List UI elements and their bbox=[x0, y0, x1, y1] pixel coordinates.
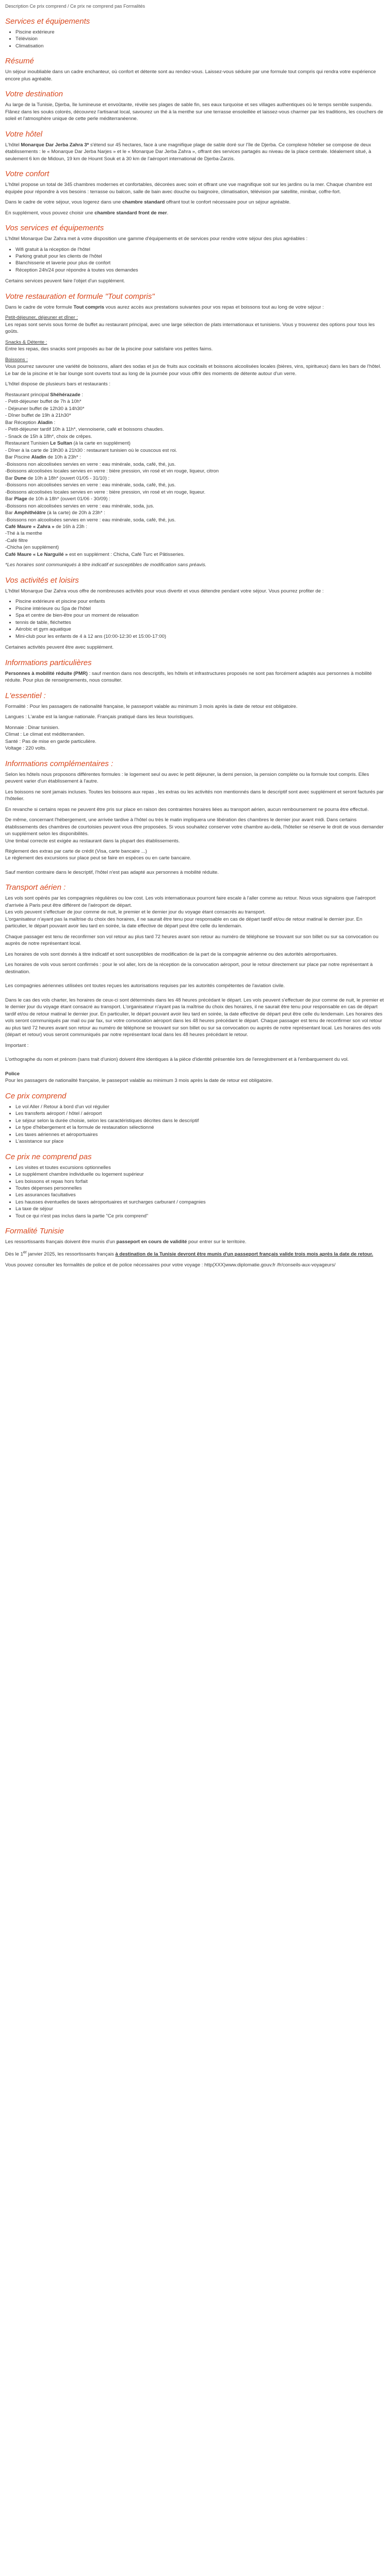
restauration-footnote: *Les horaires sont communiqués à titre indicatif et susceptibles de modification sans préavis. bbox=[5, 562, 207, 568]
venue-name: Dune bbox=[14, 475, 27, 481]
destination-text: Au large de la Tunisie, Djerba, île lumineuse et envoûtante, révèle ses plages de sable fin, ses eaux turquoise et ses villages authentiques où le temps semble suspendu. Flânez dans les souks colorés, découvrez l'artisanat local, savourez un thé à la menthe sur une terrasse ensoleillée et laissez-vous charmer par les traditions, les couchers de soleil et l'atmosphère unique de cette perle méditerranéenne. bbox=[5, 102, 383, 122]
text-run: Restaurant principal bbox=[5, 392, 51, 398]
transport-para: Les horaires de vols sont donnés à titre indicatif et sont susceptibles de modification de la part de la compagnie aérienne ou des autorités aéroportuaires. bbox=[5, 951, 338, 957]
infos-comp-para: Règlement des extras par carte de crédit (Visa, carte bancaire ...) Le règlement des excursions sur place peut se faire en espèces ou en carte bancaire. bbox=[5, 849, 191, 861]
venue-name: Café Maure « Zahra » bbox=[5, 523, 55, 530]
ne-comprend-list bbox=[5, 1164, 386, 1220]
comprend-title: Ce prix comprend bbox=[5, 1091, 67, 1100]
list-item: • Les taxes aériennes et aéroportuaires bbox=[15, 1131, 386, 1138]
snacks-title: Snacks & Détente : bbox=[5, 339, 47, 345]
essentiel-lines bbox=[5, 714, 386, 752]
text-run: Les ressortissants français doivent être munis d'un bbox=[5, 1239, 117, 1245]
list-item: • Tout ce qui n'est pas inclus dans la partie "Ce prix comprend" bbox=[15, 1213, 386, 1219]
venue-line: - Dîner à la carte de 19h30 à 21h30 : restaurant tunisien où le couscous est roi. bbox=[5, 447, 177, 453]
spacer bbox=[5, 993, 386, 997]
text-run: de 10h à 23h* : bbox=[46, 454, 81, 461]
venue-name: Café Maure « Le Narguilé » bbox=[5, 551, 68, 557]
text-run: Dès le 1 bbox=[5, 1251, 23, 1258]
spacer bbox=[5, 721, 386, 724]
text-run: En supplément, vous pouvez choisir une bbox=[5, 210, 95, 216]
boissons-text: Vous pourrez savourer une variété de boissons, allant des sodas et jus de fruits aux cocktails et boissons alcoolisées locales (bières, vins, spiritueux) dans les bars de l'hôtel. Le bar de la piscine et le bar lounge sont ouverts tout au long de la journée pour vous offrir des moments de détente autour d'un verre. bbox=[5, 364, 381, 377]
list-item: • Toutes dépenses personnelles bbox=[15, 1185, 386, 1192]
confort-title: Votre confort bbox=[5, 170, 50, 179]
list-item: • Les boissons et repas hors forfait bbox=[15, 1178, 386, 1185]
list-item: • Le supplément chambre individuelle ou logement supérieur bbox=[15, 1171, 386, 1178]
list-item: • Aérobic et gym aquatique bbox=[15, 626, 386, 633]
text-run: Bar Piscine bbox=[5, 454, 31, 461]
text-run: Restaurant Tunisien bbox=[5, 440, 51, 447]
venue-line: -Boissons non alcoolisées servies en verre : eau minérale, soda, café, thé, jus. bbox=[5, 517, 176, 523]
list-item: • Spa et centre de bien-être pour un moment de relaxation bbox=[15, 612, 386, 619]
transport-para: Chaque passager est tenu de reconfirmer son vol retour au plus tard 72 heures avant son retour au numéro de téléphone se trouvant sur son billet ou sur sa convocation ou auprès de notre représentant local. bbox=[5, 934, 379, 947]
boissons-title: Boissons : bbox=[5, 357, 28, 363]
list-item: • Les transferts aéroport / hôtel / aéroport bbox=[15, 1110, 386, 1117]
venue-line: -Café filtre bbox=[5, 537, 28, 544]
breadcrumb: Description Ce prix comprend / Ce prix ne comprend pas Formalités bbox=[5, 4, 145, 9]
spacer bbox=[5, 866, 386, 869]
text-run: offrant tout le confort nécessaire pour un séjour agréable. bbox=[165, 199, 291, 206]
venue-name: Aladin bbox=[31, 454, 46, 461]
venue-label bbox=[5, 454, 386, 461]
snacks-text: Entre les repas, des snacks sont proposés au bar de la piscine pour satisfaire vos petites faims. bbox=[5, 346, 213, 352]
list-item: • Le vol Aller / Retour à bord d'un vol régulier bbox=[15, 1104, 386, 1110]
list-item: • Piscine extérieure et piscine pour enfants bbox=[15, 598, 386, 605]
venue-name: Amphithéâtre bbox=[14, 510, 46, 516]
transport-after: L'orthographe du nom et prénom (sans trait d'union) doivent être identiques à la pièce d'identité présentée lors de l'enregistrement et à l'embarquement du vol. bbox=[5, 1057, 349, 1063]
list-item: • Les hausses éventuelles de taxes aéroportuaires et surcharges carburant / compagnies bbox=[15, 1199, 386, 1206]
passport-rule: à destination de la Tunisie devront être munis d'un passeport français valide trois mois après la date de retour. bbox=[115, 1251, 373, 1258]
page bbox=[0, 0, 391, 1277]
list-item: • Wifi gratuit à la réception de l'hôtel bbox=[15, 246, 386, 253]
transport-title: Transport aérien : bbox=[5, 883, 66, 892]
venue-label bbox=[5, 510, 386, 516]
infos-comp-para: Sauf mention contraire dans le descriptif, l'hôtel n'est pas adapté aux personnes à mobilité réduite. bbox=[5, 869, 219, 875]
restauration-title: Votre restauration et formule "Tout compris" bbox=[5, 292, 155, 301]
venue-label bbox=[5, 496, 386, 502]
venue-label bbox=[5, 392, 386, 398]
venue-line: -Thé à la menthe bbox=[5, 531, 42, 537]
essentiel-title: L'essentiel : bbox=[5, 691, 46, 700]
text-run: : sauf mention dans nos descriptifs, les hôtels et infrastructures proposés ne sont pas forcément adaptés aux personnes à mobilité réduite. Pour plus de renseignements, nous consulter. bbox=[5, 670, 372, 684]
text-run: Bar bbox=[5, 496, 14, 502]
hotel-title: Votre hôtel bbox=[5, 129, 42, 139]
venue-line: - Snack de 15h à 18h*, choix de crêpes. bbox=[5, 433, 92, 439]
transport-para: Les vols sont opérés par les compagnies régulières ou low cost. Les vols internationaux pourront faire escale à l'aller comme au retour. Nous vous signalons que l'aéroport d'arrivée à Paris peut être différent de l'aéroport de départ. Les vols peuvent s'effectuer de jour comme de nuit, le premier et le dernier jour du voyage étant consacrés au transport. L'organisateur n'ayant pas la maîtrise du choix des horaires, il ne saurait être tenu pour responsable en cas de départ tardif et/ou de retour matinal le dernier jour. En particulier, le départ pouvant avoir lieu tard en soirée, la date effective de départ peut être celle du lendemain. bbox=[5, 895, 376, 929]
text-run: pour entrer sur le territoire. bbox=[187, 1239, 247, 1245]
police-text: Pour les passagers de nationalité française, le passeport valable au minimum 3 mois après la date de retour est obligatoire. bbox=[5, 1078, 273, 1084]
list-item: • Le type d'hébergement et la formule de restauration sélectionné bbox=[15, 1124, 386, 1131]
resume-text: Un séjour inoubliable dans un cadre enchanteur, où confort et détente sont au rendez-vous. Laissez-vous séduire par une formule tout compris qui rendra votre expérience encore plus agréable. bbox=[5, 69, 376, 82]
text-run: (à la carte en supplément) bbox=[72, 440, 131, 447]
essentiel-line: Voltage : 220 volts. bbox=[5, 745, 47, 752]
services-title: Services et équipements bbox=[5, 16, 90, 26]
petit-dej-block bbox=[5, 314, 386, 335]
list-item: • Blanchisserie et laverie pour plus de confort bbox=[15, 260, 386, 266]
destination-title: Votre destination bbox=[5, 90, 63, 99]
venue-line: -Chicha (en supplément) bbox=[5, 545, 59, 551]
comprend-list bbox=[5, 1104, 386, 1145]
room-type-upgrade: chambre standard front de mer bbox=[94, 210, 167, 216]
list-item: • Les visites et toutes excursions optionnelles bbox=[15, 1164, 386, 1171]
text-run: : bbox=[80, 392, 84, 398]
snacks-block bbox=[5, 339, 386, 353]
list-item: • Télévision bbox=[15, 36, 386, 42]
text-run: Bar bbox=[5, 475, 14, 481]
confort-text-3 bbox=[5, 210, 386, 216]
activites-list bbox=[5, 598, 386, 640]
petit-dej-text: Les repas sont servis sous forme de buffet au restaurant principal, avec une large sélection de plats internationaux et tunisiens. Vous y trouverez des options pour tous les goûts. bbox=[5, 321, 375, 335]
activites-intro: L'hôtel Monarque Dar Zahra vous offre de nombreuses activités pour vous divertir et vous détendre pendant votre séjour. Vous pourrez profiter de : bbox=[5, 588, 324, 594]
infos-comp-para: De même, concernant l'hébergement, une arrivée tardive à l'hôtel ou très le matin impliquera une libération des chambres le dernier jour avant midi. Dans certains établissements des chambres de courtoisies peuvent vous être proposées. Si vous souhaitez conserver votre chambre au-delà, l'hôtelier se réserve le droit de vous demander un supplément selon les disponibilités. Une timbal correcte est exigée au restaurant dans la plupart des établissements. bbox=[5, 817, 384, 844]
venue-list bbox=[5, 392, 386, 558]
text-run: Dans le cadre de votre formule bbox=[5, 304, 74, 310]
restauration-intro bbox=[5, 304, 386, 311]
resume-title: Résumé bbox=[5, 57, 34, 66]
list-item: • La taxe de séjour bbox=[15, 1206, 386, 1212]
hotel-name: Monarque Dar Jerba Zahra 3* bbox=[21, 142, 89, 148]
vos-services-list bbox=[5, 246, 386, 274]
venue-line: -Boissons alcoolisées locales servies en verre : bière pression, vin rosé et vin rouge, liqueur, citron bbox=[5, 468, 219, 474]
text-run: Bar Réception bbox=[5, 419, 38, 426]
transport-para: Dans le cas des vols charter, les horaires de ceux-ci sont déterminés dans les 48 heures précédant le départ. Les vols peuvent s'effectuer de jour comme de nuit, le premier et le dernier jour du voyage étant consacré au transport. L'organisateur n'ayant pas la maîtrise du choix des horaires, il ne saurait être tenu pour responsable en cas de départ tardif et/ou de retour matinal le dernier jour. En particulier, le départ pouvant avoir lieu tard en soirée, la date effective de départ peut être celle du lendemain. Les horaires des vols seront communiqués par mail ou par fax, sur votre convocation aéroport dans les 48 heures précédant le départ. Chaque passager est tenu de reconfirmer son vol retour au plus tard 72 heures avant son retour au numéro de téléphone se trouvant sur son billet ou sur sa convocation ou auprès de notre représentant local. Les horaires des vols (départ et retour) vous seront communiqués par notre représentant local dans les 48 heures précédant le retour. bbox=[5, 997, 384, 1038]
transport-important: Important : bbox=[5, 1042, 29, 1048]
venue-name: Le Sultan bbox=[50, 440, 72, 447]
passport-label: passeport en cours de validité bbox=[116, 1239, 187, 1245]
text-run: janvier 2025, les ressortissants français bbox=[26, 1251, 116, 1258]
venue-label bbox=[5, 523, 386, 530]
infos-part-text bbox=[5, 670, 386, 684]
venue-label bbox=[5, 419, 386, 426]
confort-text-1: L'hôtel propose un total de 345 chambres modernes et confortables, décorées avec soin et offrant une vue magnifique soit sur les jardins ou la mer. Chaque chambre est équipée pour répondre à vos besoins : terrasse ou balcon, salle de bain avec douche ou baignoire, climatisation, télévision par satellite, minibar, coffre-fort. bbox=[5, 182, 372, 195]
venue-label bbox=[5, 475, 386, 482]
infos-part-title: Informations particulières bbox=[5, 658, 92, 667]
text-run: de 10h à 18h* (ouvert 01/05 - 31/10) : bbox=[26, 475, 110, 481]
list-item: • Le séjour selon la durée choisie, selon les caractéristiques décrites dans le descriptif bbox=[15, 1117, 386, 1124]
venue-line: -Boissons alcoolisées locales servies en verre : bière pression, vin rosé et vin rouge, liqueur. bbox=[5, 489, 206, 495]
list-item: • L'assistance sur place bbox=[15, 1138, 386, 1145]
essentiel-line: Monnaie : Dinar tunisien. bbox=[5, 724, 60, 731]
text-run: Bar bbox=[5, 510, 14, 516]
services-list bbox=[5, 29, 386, 49]
pmr-label: Personnes à mobilité réduite (PMR) bbox=[5, 670, 88, 676]
activites-note: Certaines activités peuvent être avec supplément. bbox=[5, 645, 114, 651]
venue-line: - Petit-déjeuner buffet de 7h à 10h* bbox=[5, 399, 82, 405]
venue-name: Aladin bbox=[37, 419, 53, 426]
petit-dej-title: Petit-déjeuner, déjeuner et dîner : bbox=[5, 315, 78, 321]
venue-line: - Déjeuner buffet de 12h30 à 14h30* bbox=[5, 405, 85, 412]
list-item: • Climatisation bbox=[15, 43, 386, 49]
essentiel-line: Climat : Le climat est méditerranéen. bbox=[5, 732, 85, 738]
text-run: (à la carte) de 20h à 23h* : bbox=[45, 510, 105, 516]
transport-para: Les compagnies aériennes utilisées ont toutes reçues les autorisations requises par les autorités compétentes de l'aviation civile. bbox=[5, 983, 285, 989]
list-item: • Parking gratuit pour les clients de l'hôtel bbox=[15, 253, 386, 260]
formula-name: Tout compris bbox=[73, 304, 105, 310]
venue-name: Plage bbox=[14, 496, 27, 502]
spacer bbox=[5, 979, 386, 982]
formalite-text-2 bbox=[5, 1249, 386, 1258]
formalite-title: Formalité Tunisie bbox=[5, 1227, 64, 1236]
text-run: est en supplément : Chicha, Café Turc et Pâtisseries. bbox=[68, 551, 185, 557]
formalite-text-1 bbox=[5, 1239, 386, 1245]
infos-comp-para: En revanche si certains repas ne peuvent être pris sur place en raison des contraintes horaires liées au transport aérien, aucun remboursement ne pourra être effectué. bbox=[5, 806, 369, 812]
list-item: • Réception 24h/24 pour répondre à toutes vos demandes bbox=[15, 267, 386, 274]
vos-services-intro: L'hôtel Monarque Dar Zahra met à votre disposition une gamme d'équipements et de services pour rendre votre séjour des plus agréables : bbox=[5, 236, 308, 242]
venue-label bbox=[5, 440, 386, 447]
essentiel-formalite: Formalité : Pour les passagers de nationalité française, le passeport valable au minimum 3 mois après la date de retour est obligatoire. bbox=[5, 703, 298, 709]
points-intro: L'hôtel dispose de plusieurs bars et restaurants : bbox=[5, 381, 111, 387]
room-type: chambre standard bbox=[122, 199, 165, 206]
essentiel-line: Langues : L'arabe est la langue nationale. Français pratiqué dans les lieux touristiques. bbox=[5, 714, 194, 720]
text-run: de 10h à 18h* (ouvert 01/06 - 30/09) : bbox=[27, 496, 110, 502]
confort-text-2 bbox=[5, 199, 386, 206]
essentiel-line: Santé : Pas de mise en garde particulière. bbox=[5, 738, 96, 744]
police-block bbox=[5, 1071, 386, 1084]
venue-line: -Boissons non alcoolisées servies en verre : eau minérale, soda, jus. bbox=[5, 503, 154, 509]
spacer bbox=[5, 1053, 386, 1056]
text-run: s'étend sur 45 hectares, face à une magnifique plage de sable doré sur l'île de Djerba. Ce complexe hôtelier se compose de deux établissements : le « Monarque Dar Jerba Narjes » et le « Monarque Dar Jerba Zahra », offrant des services partagés au niveau de la place centrale. Idéalement situé, à seulement 6 km de Midoun, 19 km de Houmt Souk et à 30 km de l'aéroport international de Djerba-Zarzis. bbox=[5, 142, 371, 162]
list-item: • tennis de table, fléchettes bbox=[15, 619, 386, 626]
spacer bbox=[5, 1067, 386, 1071]
activites-title: Vos activités et loisirs bbox=[5, 575, 79, 585]
list-item: • Les assurances facultatives bbox=[15, 1192, 386, 1198]
text-run: . bbox=[167, 210, 169, 216]
boissons-block bbox=[5, 357, 386, 377]
venue-name: Shéhérazade bbox=[50, 392, 80, 398]
text-run: vous aurez accès aux prestations suivantes pour vos repas et boissons tout au long de votre séjour : bbox=[104, 304, 324, 310]
list-item: • Piscine intérieure ou Spa de l'hôtel bbox=[15, 605, 386, 612]
text-run: : bbox=[52, 419, 56, 426]
ne-comprend-title: Ce prix ne comprend pas bbox=[5, 1152, 92, 1161]
venue-line: -Boissons non alcoolisées servies en verre : eau minérale, soda, café, thé, jus. bbox=[5, 482, 176, 488]
infos-comp-para: Selon les hôtels nous proposons différentes formules : le logement seul ou avec le petit déjeuner, la demi pension, la pension complète ou la formule tout compris. Elles peuvent varier d'un établissement à l'autre. bbox=[5, 771, 369, 785]
infos-comp-para: Les boissons ne sont jamais incluses. Toutes les boissons aux repas , les extras ou les activités non mentionnés dans le descriptif sont avec supplément et seront facturés par l'hôtelier. bbox=[5, 789, 384, 802]
venue-line: -Boissons non alcoolisées servies en verre : eau minérale, soda, café, thé, jus. bbox=[5, 461, 176, 467]
list-item: • Piscine extérieure bbox=[15, 29, 386, 36]
text-run: de 16h à 23h : bbox=[54, 523, 87, 530]
hotel-text bbox=[5, 142, 386, 162]
transport-para: Les horaires de vols vous seront confirmés : pour le vol aller, lors de la réception de la convocation aéroport, pour le retour directement sur place par notre représentant à destination. bbox=[5, 962, 373, 975]
ordinal: er bbox=[23, 1249, 27, 1255]
text-run: L'hôtel bbox=[5, 142, 21, 148]
vos-services-title: Vos services et équipements bbox=[5, 224, 104, 233]
list-item: • Mini-club pour les enfants de 4 à 12 ans (10:00-12:30 et 15:00-17:00) bbox=[15, 633, 386, 640]
venue-line: - Petit-déjeuner tardif 10h à 11h*, viennoiserie, café et boissons chaudes. bbox=[5, 427, 164, 433]
infos-comp-title: Informations complémentaires : bbox=[5, 759, 113, 768]
text-run: Dans le cadre de votre séjour, vous logerez dans une bbox=[5, 199, 123, 206]
venue-label bbox=[5, 551, 386, 558]
venue-line: - Dîner buffet de 19h à 21h30* bbox=[5, 413, 71, 419]
vos-services-note: Certains services peuvent faire l'objet d'un supplément. bbox=[5, 278, 125, 284]
formalite-text-3: Vous pouvez consulter les formalités de police et de police nécessaires pour votre voyage : http(XXX)www.diplomatie.gouv.fr /fr/conseils-aux-voyageurs/ bbox=[5, 1262, 336, 1268]
police-title: Police bbox=[5, 1071, 20, 1077]
